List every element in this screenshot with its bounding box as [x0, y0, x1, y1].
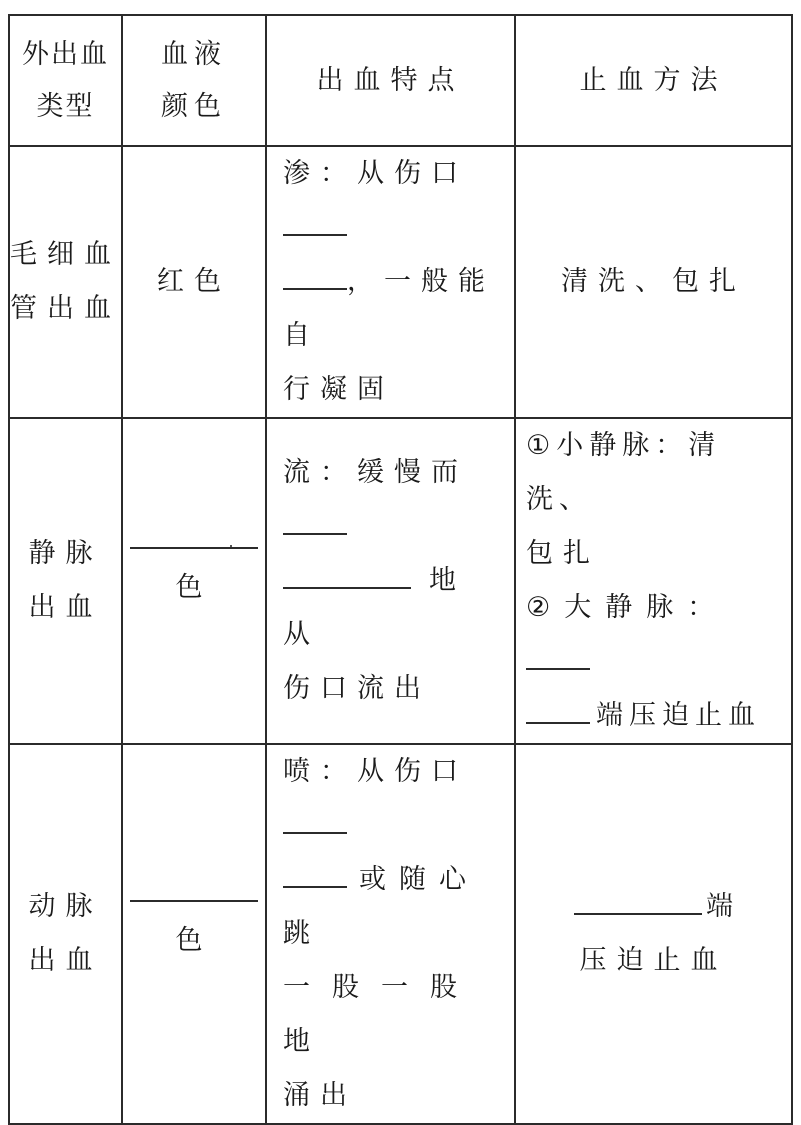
method-cell: 清洗、包扎 — [515, 146, 792, 418]
feature-text-1: 渗：从伤口 — [283, 158, 468, 189]
answer-blank[interactable] — [283, 507, 347, 535]
method-line-4 — [526, 689, 785, 743]
color-cell: 红色 — [122, 146, 266, 418]
color-cell — [122, 744, 266, 1124]
color-suffix: 色 — [175, 572, 213, 603]
feature-text-2: ，一般能自 — [283, 266, 495, 351]
header-color-text: 血液颜色 — [161, 38, 227, 122]
method-line-1 — [516, 880, 791, 934]
method-text-1: 端 — [706, 891, 733, 922]
method-cell — [515, 744, 792, 1124]
feature-text-1: 喷：从伤口 — [283, 756, 468, 787]
method-text-3: ②大静脉： — [526, 592, 729, 623]
method-line-1: ①小静脉：清洗、 — [526, 430, 722, 515]
method-line-2: 包扎 — [526, 538, 600, 569]
feature-line-1 — [283, 446, 508, 554]
answer-blank[interactable] — [526, 696, 590, 724]
feature-cell — [266, 744, 515, 1124]
header-type — [9, 15, 122, 146]
table-row-artery — [9, 744, 792, 1124]
method-line-3 — [526, 581, 785, 689]
answer-blank[interactable] — [283, 561, 411, 589]
header-color — [122, 15, 266, 146]
feature-line-3: 伤口流出 — [283, 673, 431, 704]
feature-line-3: 一股一股地 — [283, 972, 479, 1057]
answer-blank[interactable] — [283, 262, 347, 290]
feature-text-1: 流：缓慢而 — [283, 457, 468, 488]
feature-text-2: 或随心跳 — [283, 864, 479, 949]
method-cell — [515, 418, 792, 744]
header-row — [9, 15, 792, 146]
type-cell — [9, 146, 122, 418]
feature-line-1 — [283, 745, 508, 853]
feature-line-1 — [283, 147, 508, 255]
answer-blank[interactable] — [526, 642, 590, 670]
method-text-4: 端压迫止血 — [596, 700, 761, 731]
feature-text-2: 地从 — [283, 565, 478, 650]
feature-line-3: 行凝固 — [283, 374, 394, 405]
bleeding-table — [8, 14, 793, 1125]
feature-line-4: 涌出 — [283, 1080, 357, 1111]
type-cell — [9, 418, 122, 744]
type-line-2: 出血 — [28, 945, 103, 976]
feature-line-2 — [283, 853, 508, 961]
answer-blank[interactable] — [283, 208, 347, 236]
method-line-2: 压迫止血 — [579, 945, 728, 976]
type-line-2: 管出血 — [10, 293, 121, 324]
answer-blank[interactable] — [574, 887, 702, 915]
type-line-2: 出血 — [28, 592, 103, 623]
feature-cell — [266, 418, 515, 744]
header-method: 止血方法 — [515, 15, 792, 146]
answer-blank[interactable] — [283, 806, 347, 834]
table-row-vein — [9, 418, 792, 744]
type-line-1: 毛细血 — [10, 239, 121, 270]
table-row-capillary — [9, 146, 792, 418]
type-line-1: 动脉 — [28, 891, 103, 922]
header-feature: 出血特点 — [266, 15, 515, 146]
header-type-text: 外出血类型 — [22, 38, 109, 122]
color-suffix: 色 — [175, 925, 213, 956]
color-answer-blank[interactable] — [130, 547, 258, 549]
type-line-1: 静脉 — [28, 538, 103, 569]
stray-dot — [230, 545, 232, 547]
feature-line-2 — [283, 255, 508, 363]
feature-cell — [266, 146, 515, 418]
color-answer-blank[interactable] — [130, 900, 258, 902]
feature-line-2 — [283, 554, 508, 662]
color-cell — [122, 418, 266, 744]
answer-blank[interactable] — [283, 860, 347, 888]
type-cell — [9, 744, 122, 1124]
